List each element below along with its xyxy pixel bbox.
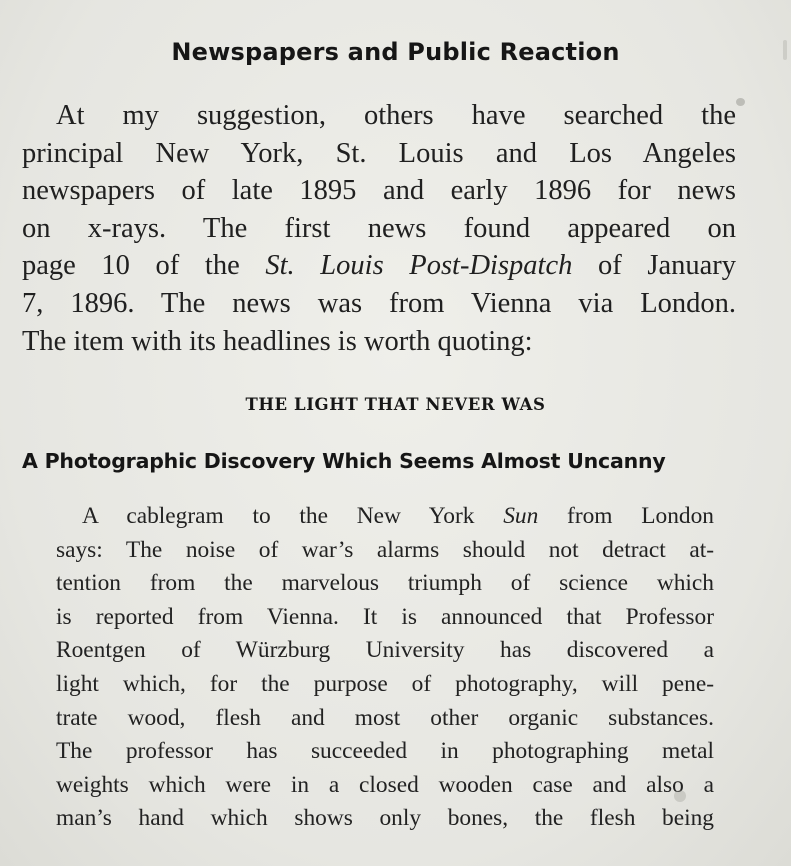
quote-line: says: The noise of war’s alarms should not detract at-: [56, 536, 714, 563]
quote-line: tention from the marvelous triumph of science which: [56, 570, 714, 597]
quoted-article: [56, 500, 714, 836]
quote-line: weights which were in a closed wooden case and also a: [56, 771, 714, 798]
quote-line: [56, 500, 714, 534]
quote-line: man’s hand which shows only bones, the flesh being: [56, 805, 714, 832]
paper-speck: [783, 40, 787, 60]
paragraph-line: The item with its headlines is worth quoting:: [22, 325, 533, 357]
paragraph-line: [22, 247, 736, 285]
quote-line: light which, for the purpose of photography, will pene-: [56, 670, 714, 697]
quote-line-post: from London: [538, 503, 714, 529]
newspaper-title: Sun: [503, 503, 539, 529]
section-heading: Newspapers and Public Reaction: [171, 38, 620, 66]
quote-line: is reported from Vienna. It is announced that Professor: [56, 603, 714, 630]
paragraph-line: 7, 1896. The news was from Vienna via London.: [22, 287, 736, 319]
quote-line: The professor has succeeded in photographing metal: [56, 738, 714, 765]
quote-line: Roentgen of Würzburg University has discovered a: [56, 637, 714, 664]
paragraph-line: on x-rays. The first news found appeared on: [22, 212, 736, 244]
quote-line: trate wood, flesh and most other organic substances.: [56, 704, 714, 731]
paragraph-line: newspapers of late 1895 and early 1896 for news: [22, 175, 736, 207]
quote-line-pre: A cablegram to the New York: [82, 503, 504, 529]
main-paragraph: [22, 97, 736, 360]
paper-speck: [736, 98, 745, 106]
paragraph-line-pre: page 10 of the: [22, 250, 266, 282]
quote-headline: THE LIGHT THAT NEVER WAS: [245, 395, 546, 414]
quote-subheadline: A Photographic Discovery Which Seems Almost Uncanny: [22, 449, 666, 473]
paragraph-line: principal New York, St. Louis and Los Angeles: [22, 137, 736, 169]
newspaper-title: St. Louis Post-Dispatch: [265, 250, 573, 282]
paragraph-line: At my suggestion, others have searched the: [56, 100, 736, 131]
paragraph-line-post: of January: [572, 250, 736, 282]
paper-speck: [674, 790, 686, 802]
